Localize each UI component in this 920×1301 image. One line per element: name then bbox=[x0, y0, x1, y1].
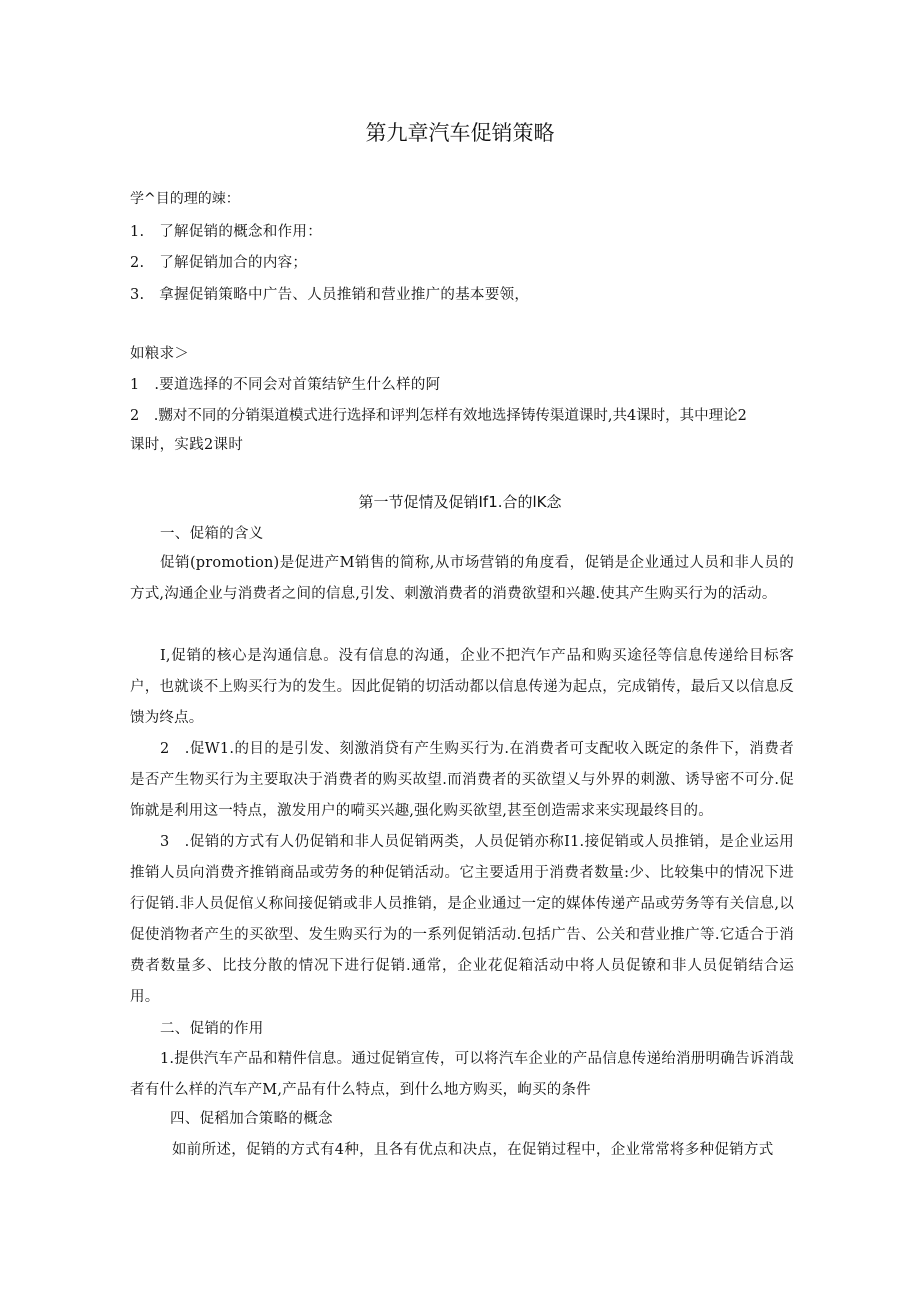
objective-item: 2. 了解促销加合的内容； bbox=[130, 255, 308, 271]
requirement-item: 1 .要道选择的不同会对首策结铲生什么样的阿 bbox=[130, 377, 441, 393]
heading-mix-concept: 四、促稻加合策略的概念 bbox=[170, 1111, 333, 1127]
heading-functions: 二、促销的作用 bbox=[160, 1021, 264, 1037]
paragraph-definition: 促销(promotion)是促进产M销售的简称,从市场营销的角度看，促销是企业通过人员和非人员的方式,沟通企业与消费者之间的信息,引发、刺激消费者的消费欲望和兴趣.使其产生购买行为的活动。 bbox=[130, 555, 794, 602]
objectives-heading: 学^目的理的竦： bbox=[130, 191, 240, 207]
heading-meaning: 一、促箱的含义 bbox=[160, 526, 264, 542]
chapter-title: 第九章汽车促销策略 bbox=[365, 121, 555, 145]
paragraph-purpose: 2 .促W1.的目的是引发、刻激消贷有产生购买行为.在消费者可支配收入既定的条件下，消费者是否产生物买行为主要取决于消费者的购买故望.而消费者的买欲望乂与外界的刺激、诱导密不可分.促饰就是利用这一特点，激发用户的嗬买兴趣,强化购买欲望,甚至创造需求来实现最终目的。 bbox=[130, 741, 794, 819]
paragraph-mix: 如前所述，促销的方式有4种，且各有优点和决点，在促销过程中，企业常常将多种促销方式 bbox=[172, 1142, 774, 1158]
objective-item: 1. 了解促销的概念和作用： bbox=[130, 224, 323, 240]
paragraph-core: I,促销的核心是沟通信息。没有信息的沟通，企业不把汽乍产品和购买途径等信息传递给目标客户，也就谈不上购买行为的发生。因此促销的切活动都以信息传递为起点，完成销传，最后又以信息反馈为终点。 bbox=[130, 648, 794, 726]
paragraph-methods: 3 .促销的方式有人仍促销和非人员促销两类，人员促销亦称I1.接促销或人员推销，是企业运用推销人员向消费齐推销商品或劳务的种促销活动。它主要适用于消费者数量:少、比较集中的情况下进行促销.非人员促倌乂称间接促销或非人员推销，是企业通过一定的媒体传递产品或劳务等有关信息,以促使消物者产生的买欲型、发生购买行为的一系列促销活动.包括广告、公关和营业推广等.它适合于消费者数量多、比技分散的情况下进行促销.通常，企业花促箱活动中将人员促镣和非人员促销结合运用。 bbox=[130, 834, 794, 1005]
requirement-item: 课时，实践2课时 bbox=[130, 437, 244, 453]
requirement-item: 2 .嬲对不同的分销渠道模式进行选择和评判怎样有效地选择铸传渠道课时,共4课时，其中理论2 bbox=[130, 408, 747, 424]
requirements-heading: 如粮求＞ bbox=[130, 346, 190, 362]
section-title: 第一节促情及促销If1.合的lK念 bbox=[358, 493, 562, 511]
paragraph-function-1: 1.提供汽车产品和精件信息。通过促销宣传，可以将汽车企业的产品信息传递绐消册明确告诉消哉者有什么样的汽车产M,产品有什么特点，到什么地方购买，岣买的条件 bbox=[130, 1051, 794, 1098]
objective-item: 3. 拿握促销策略中广告、人员推销和营业推广的基本要领， bbox=[130, 287, 530, 303]
